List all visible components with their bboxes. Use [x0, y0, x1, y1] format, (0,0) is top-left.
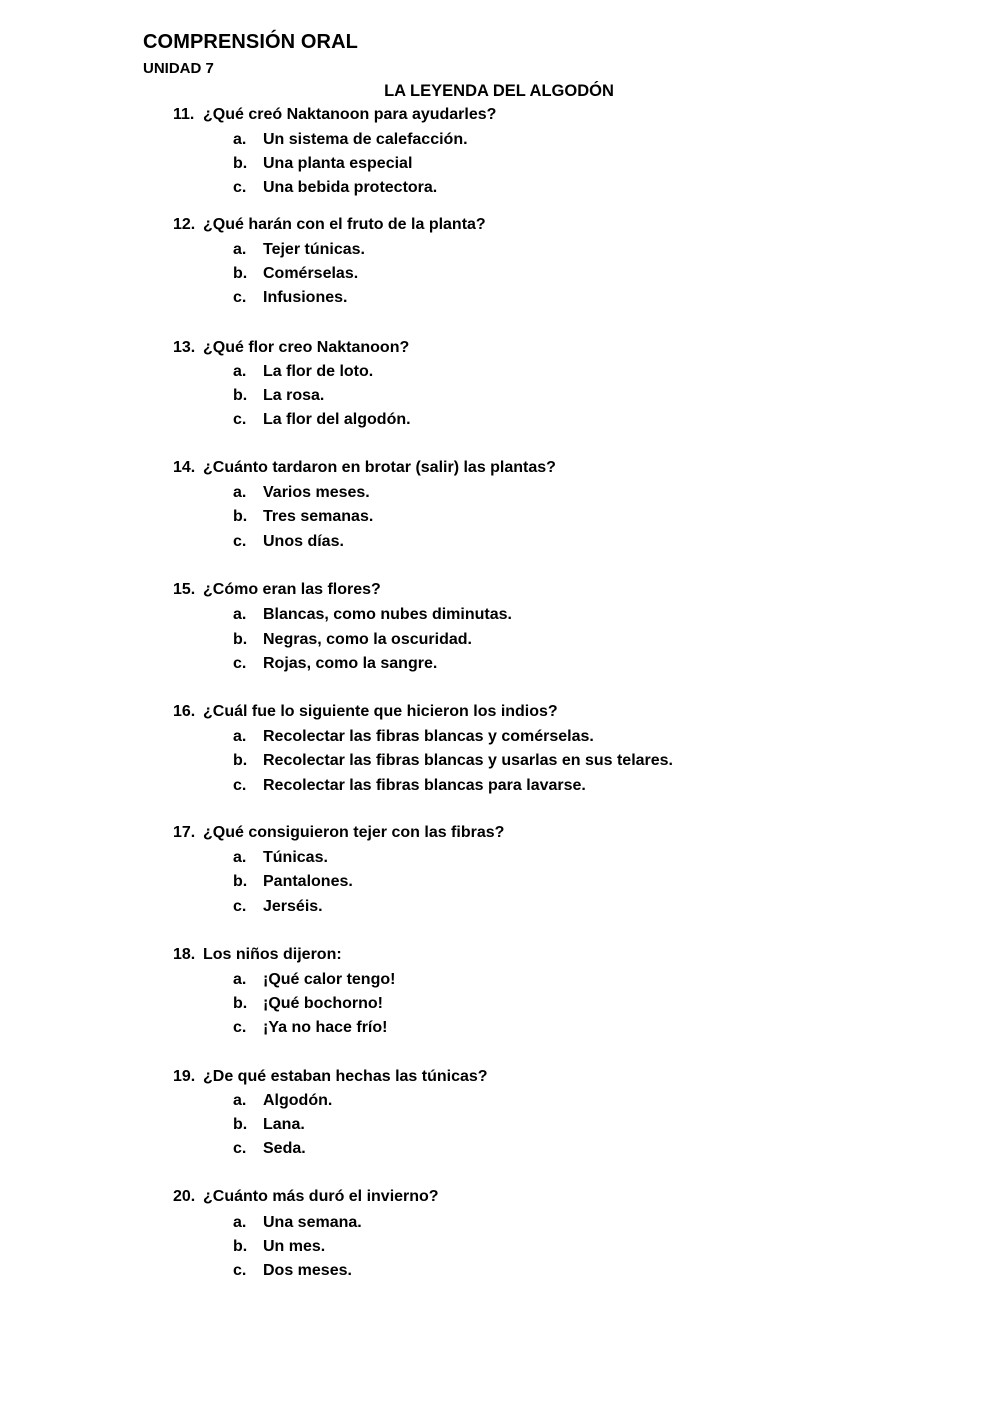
option-b[interactable] [233, 387, 324, 405]
question-number: 17. [173, 824, 196, 841]
option-c[interactable] [233, 411, 411, 429]
option-text: La flor de loto. [263, 363, 374, 380]
option-letter: b. [233, 155, 248, 172]
option-b[interactable] [233, 995, 383, 1013]
option-a[interactable] [233, 241, 365, 259]
question-text: ¿Cuál fue lo siguiente que hicieron los indios? [203, 703, 558, 720]
story-heading: LA LEYENDA DEL ALGODÓN [384, 82, 614, 100]
option-text: Comérselas. [263, 265, 359, 282]
question-text: ¿Cómo eran las flores? [203, 581, 381, 598]
question-number: 14. [173, 459, 196, 476]
option-letter: c. [233, 898, 247, 915]
option-a[interactable] [233, 131, 468, 149]
option-text: Lana. [263, 1116, 305, 1133]
option-a[interactable] [233, 971, 395, 989]
option-text: La rosa. [263, 387, 325, 404]
option-b[interactable] [233, 752, 673, 770]
option-letter: a. [233, 484, 247, 501]
option-text: ¡Qué bochorno! [263, 995, 383, 1012]
option-letter: b. [233, 1116, 248, 1133]
question-line [173, 1188, 439, 1206]
option-letter: c. [233, 289, 247, 306]
page-title: COMPRENSIÓN ORAL [143, 31, 358, 53]
option-text: La flor del algodón. [263, 411, 411, 428]
option-c[interactable] [233, 289, 347, 307]
option-letter: c. [233, 411, 247, 428]
question-line [173, 946, 342, 964]
question-line [173, 106, 496, 124]
option-text: Pantalones. [263, 873, 353, 890]
option-letter: c. [233, 1019, 247, 1036]
option-letter: a. [233, 606, 247, 623]
option-letter: a. [233, 1214, 247, 1231]
option-b[interactable] [233, 1238, 325, 1256]
question-text: Los niños dijeron: [203, 946, 342, 963]
option-b[interactable] [233, 873, 353, 891]
option-text: Negras, como la oscuridad. [263, 631, 472, 648]
option-letter: a. [233, 728, 247, 745]
option-c[interactable] [233, 655, 437, 673]
question-number: 13. [173, 339, 196, 356]
option-text: Varios meses. [263, 484, 370, 501]
option-a[interactable] [233, 363, 373, 381]
question-number: 18. [173, 946, 196, 963]
option-letter: c. [233, 179, 247, 196]
option-letter: b. [233, 508, 248, 525]
option-c[interactable] [233, 777, 586, 795]
option-text: Infusiones. [263, 289, 348, 306]
option-text: Algodón. [263, 1092, 333, 1109]
option-b[interactable] [233, 155, 412, 173]
option-letter: b. [233, 873, 248, 890]
option-c[interactable] [233, 533, 344, 551]
option-text: Una semana. [263, 1214, 362, 1231]
unit-label: UNIDAD 7 [143, 60, 214, 77]
option-text: Rojas, como la sangre. [263, 655, 438, 672]
option-letter: c. [233, 777, 247, 794]
question-line [173, 459, 556, 477]
option-text: Recolectar las fibras blancas y usarlas en sus telares. [263, 752, 673, 769]
option-a[interactable] [233, 728, 594, 746]
option-c[interactable] [233, 179, 437, 197]
question-text: ¿Qué creó Naktanoon para ayudarles? [203, 106, 497, 123]
option-c[interactable] [233, 898, 323, 916]
option-letter: b. [233, 265, 248, 282]
option-c[interactable] [233, 1019, 387, 1037]
option-letter: a. [233, 971, 247, 988]
option-text: Una bebida protectora. [263, 179, 438, 196]
option-text: Un mes. [263, 1238, 326, 1255]
question-line [173, 216, 486, 234]
option-a[interactable] [233, 606, 512, 624]
option-letter: b. [233, 631, 248, 648]
question-text: ¿Cuánto tardaron en brotar (salir) las plantas? [203, 459, 556, 476]
question-number: 16. [173, 703, 196, 720]
option-text: Tres semanas. [263, 508, 374, 525]
question-number: 20. [173, 1188, 196, 1205]
option-c[interactable] [233, 1140, 306, 1158]
option-text: Tejer túnicas. [263, 241, 365, 258]
question-number: 15. [173, 581, 196, 598]
question-text: ¿Qué flor creo Naktanoon? [203, 339, 410, 356]
question-line [173, 824, 504, 842]
option-letter: b. [233, 387, 248, 404]
option-letter: c. [233, 1262, 247, 1279]
question-number: 12. [173, 216, 196, 233]
option-letter: a. [233, 849, 247, 866]
option-text: Una planta especial [263, 155, 413, 172]
option-letter: b. [233, 1238, 248, 1255]
option-b[interactable] [233, 508, 373, 526]
option-text: ¡Qué calor tengo! [263, 971, 396, 988]
question-text: ¿Qué consiguieron tejer con las fibras? [203, 824, 505, 841]
option-letter: b. [233, 752, 248, 769]
question-line [173, 581, 381, 599]
option-letter: a. [233, 131, 247, 148]
question-line [173, 703, 558, 721]
option-letter: c. [233, 1140, 247, 1157]
option-a[interactable] [233, 1092, 332, 1110]
option-letter: a. [233, 1092, 247, 1109]
option-letter: a. [233, 363, 247, 380]
option-text: ¡Ya no hace frío! [263, 1019, 388, 1036]
option-text: Recolectar las fibras blancas para lavarse. [263, 777, 586, 794]
option-b[interactable] [233, 631, 472, 649]
option-text: Jerséis. [263, 898, 323, 915]
option-letter: c. [233, 655, 247, 672]
question-line [173, 339, 409, 357]
question-number: 11. [173, 106, 195, 123]
option-letter: a. [233, 241, 247, 258]
option-text: Dos meses. [263, 1262, 352, 1279]
option-c[interactable] [233, 1262, 352, 1280]
option-a[interactable] [233, 484, 370, 502]
option-text: Un sistema de calefacción. [263, 131, 468, 148]
question-text: ¿Qué harán con el fruto de la planta? [203, 216, 486, 233]
option-text: Blancas, como nubes diminutas. [263, 606, 512, 623]
option-text: Túnicas. [263, 849, 328, 866]
option-b[interactable] [233, 265, 358, 283]
option-text: Recolectar las fibras blancas y comérselas. [263, 728, 594, 745]
question-text: ¿De qué estaban hechas las túnicas? [203, 1068, 488, 1085]
question-line [173, 1068, 488, 1086]
option-text: Seda. [263, 1140, 306, 1157]
question-number: 19. [173, 1068, 196, 1085]
option-a[interactable] [233, 849, 328, 867]
option-letter: b. [233, 995, 248, 1012]
option-text: Unos días. [263, 533, 344, 550]
option-b[interactable] [233, 1116, 305, 1134]
option-letter: c. [233, 533, 247, 550]
option-a[interactable] [233, 1214, 362, 1232]
question-text: ¿Cuánto más duró el invierno? [203, 1188, 439, 1205]
